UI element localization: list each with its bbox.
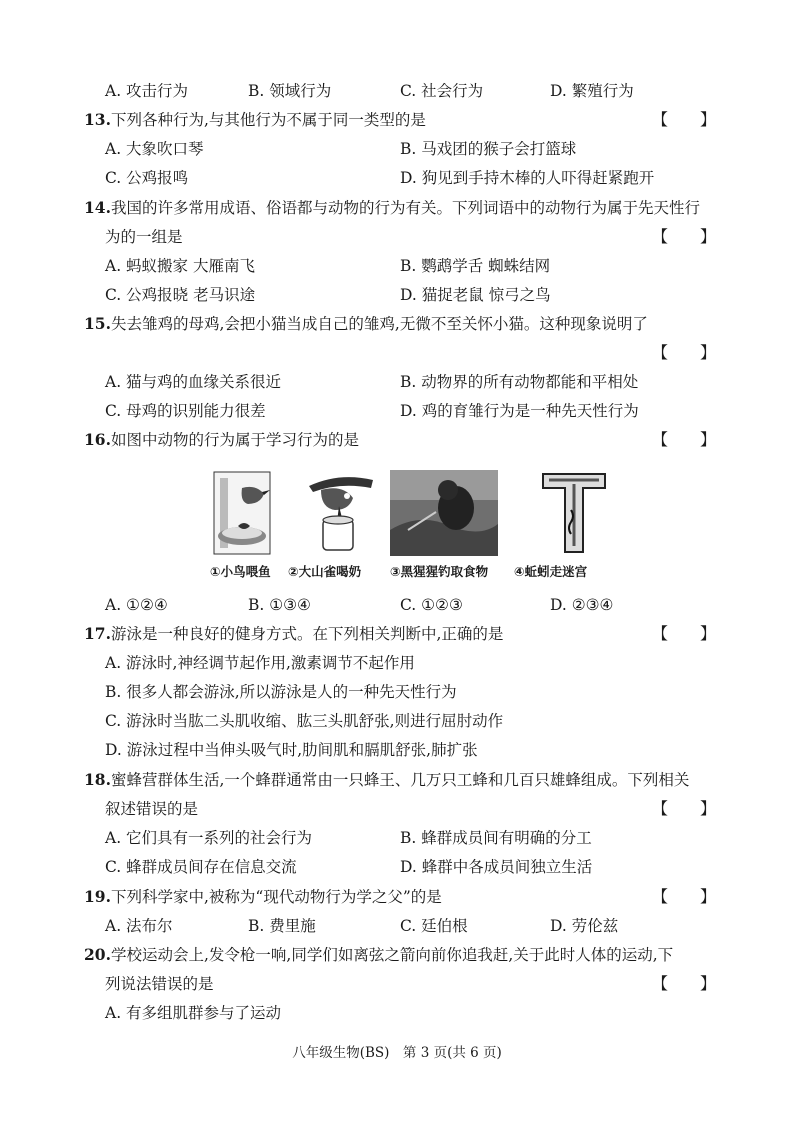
- bird-feeding-fish-illustration: [212, 470, 272, 556]
- q15-option-b: B. 动物界的所有动物都能和平相处: [400, 373, 639, 391]
- q16-option-c: C. ①②③: [400, 596, 463, 614]
- q16-stem: [84, 428, 359, 452]
- q17-option-b: B. 很多人都会游泳,所以游泳是人的一种先天性行为: [105, 683, 457, 701]
- q17-option-d: D. 游泳过程中当伸头吸气时,肋间肌和膈肌舒张,肺扩张: [105, 741, 478, 759]
- q14-stem-line2: 为的一组是: [105, 228, 183, 246]
- q14-option-b: B. 鹦鹉学舌 蜘蛛结网: [400, 257, 551, 275]
- q14-number: 14.: [84, 198, 111, 217]
- q19-answer-bracket[interactable]: 【 】: [652, 887, 717, 906]
- q18-stem-text1: 蜜蜂营群体生活,一个蜂群通常由一只蜂王、几万只工蜂和几百只雄蜂组成。下列相关: [110, 771, 690, 789]
- q15-option-a: A. 猫与鸡的血缘关系很近: [105, 373, 282, 391]
- q12-option-d: D. 繁殖行为: [550, 82, 634, 100]
- q20-answer-bracket[interactable]: 【 】: [652, 974, 717, 993]
- figure-caption-3: ③黑猩猩钓取食物: [390, 564, 489, 579]
- q14-option-d: D. 猫捉老鼠 惊弓之鸟: [400, 286, 551, 304]
- q13-stem: [84, 108, 426, 132]
- q18-option-a: A. 它们具有一系列的社会行为: [105, 829, 313, 847]
- q14-option-c: C. 公鸡报晓 老马识途: [105, 286, 256, 304]
- q18-answer-bracket[interactable]: 【 】: [652, 799, 717, 818]
- q17-number: 17.: [84, 624, 111, 643]
- q15-option-c: C. 母鸡的识别能力很差: [105, 402, 266, 420]
- q13-option-b: B. 马戏团的猴子会打篮球: [400, 140, 577, 158]
- figure-caption-1: ①小鸟喂鱼: [210, 564, 271, 579]
- q19-option-c: C. 廷伯根: [400, 917, 468, 935]
- q12-option-b: B. 领域行为: [248, 82, 332, 100]
- q16-option-d: D. ②③④: [550, 596, 614, 614]
- q13-answer-bracket[interactable]: 【 】: [652, 110, 717, 129]
- q15-stem-text: 失去雏鸡的母鸡,会把小猫当成自己的雏鸡,无微不至关怀小猫。这种现象说明了: [110, 315, 648, 333]
- q18-stem-line1: [84, 768, 689, 792]
- q15-number: 15.: [84, 314, 111, 333]
- q20-stem-text1: 学校运动会上,发令枪一响,同学们如离弦之箭向前你追我赶,关于此时人体的运动,下: [110, 946, 674, 964]
- q16-option-b: B. ①③④: [248, 596, 311, 614]
- q13-number: 13.: [84, 110, 111, 129]
- q17-stem: [84, 622, 503, 646]
- q18-stem-line2: 叙述错误的是: [105, 800, 199, 818]
- q16-option-a: A. ①②④: [105, 596, 168, 614]
- tit-drinking-milk-illustration: [303, 470, 375, 556]
- q18-number: 18.: [84, 770, 111, 789]
- q17-answer-bracket[interactable]: 【 】: [652, 624, 717, 643]
- q14-option-a: A. 蚂蚁搬家 大雁南飞: [105, 257, 255, 275]
- q17-option-c: C. 游泳时当肱二头肌收缩、肱三头肌舒张,则进行屈肘动作: [105, 712, 504, 730]
- q20-option-a: A. 有多组肌群参与了运动: [105, 1004, 282, 1022]
- q18-option-b: B. 蜂群成员间有明确的分工: [400, 829, 592, 847]
- q17-stem-text: 游泳是一种良好的健身方式。在下列相关判断中,正确的是: [110, 625, 504, 643]
- figure-caption-4: ④蚯蚓走迷宫: [514, 564, 588, 579]
- q20-stem-line1: [84, 943, 673, 967]
- q12-option-c: C. 社会行为: [400, 82, 484, 100]
- q19-number: 19.: [84, 887, 111, 906]
- q14-answer-bracket[interactable]: 【 】: [652, 227, 717, 246]
- q19-stem-text: 下列科学家中,被称为“现代动物行为学之父”的是: [110, 888, 442, 906]
- q19-stem: [84, 885, 442, 909]
- q19-option-b: B. 费里施: [248, 917, 316, 935]
- q13-option-c: C. 公鸡报鸣: [105, 169, 189, 187]
- q16-answer-bracket[interactable]: 【 】: [652, 430, 717, 449]
- figure-caption-2: ②大山雀喝奶: [288, 564, 362, 579]
- q14-stem-text1: 我国的许多常用成语、俗语都与动物的行为有关。下列词语中的动物行为属于先天性行: [110, 199, 700, 217]
- q12-option-a: A. 攻击行为: [105, 82, 189, 100]
- q16-number: 16.: [84, 430, 111, 449]
- page-footer: 八年级生物(BS) 第 3 页(共 6 页): [292, 1045, 502, 1061]
- q19-option-a: A. 法布尔: [105, 917, 173, 935]
- q18-option-c: C. 蜂群成员间存在信息交流: [105, 858, 297, 876]
- q13-option-d: D. 狗见到手持木棒的人吓得赶紧跑开: [400, 169, 655, 187]
- q16-figure: [208, 470, 608, 590]
- q15-answer-bracket[interactable]: 【 】: [652, 343, 717, 362]
- q14-stem-line1: [84, 196, 700, 220]
- q16-stem-text: 如图中动物的行为属于学习行为的是: [110, 431, 359, 449]
- q13-stem-text: 下列各种行为,与其他行为不属于同一类型的是: [110, 111, 426, 129]
- q18-option-d: D. 蜂群中各成员间独立生活: [400, 858, 593, 876]
- q15-stem: [84, 312, 648, 336]
- q13-option-a: A. 大象吹口琴: [105, 140, 204, 158]
- q20-stem-line2: 列说法错误的是: [105, 975, 214, 993]
- q17-option-a: A. 游泳时,神经调节起作用,激素调节不起作用: [105, 654, 415, 672]
- q15-option-d: D. 鸡的育雏行为是一种先天性行为: [400, 402, 639, 420]
- q20-number: 20.: [84, 945, 111, 964]
- q19-option-d: D. 劳伦兹: [550, 917, 619, 935]
- chimp-fishing-food-photo: [390, 470, 498, 556]
- earthworm-maze-illustration: [541, 470, 607, 556]
